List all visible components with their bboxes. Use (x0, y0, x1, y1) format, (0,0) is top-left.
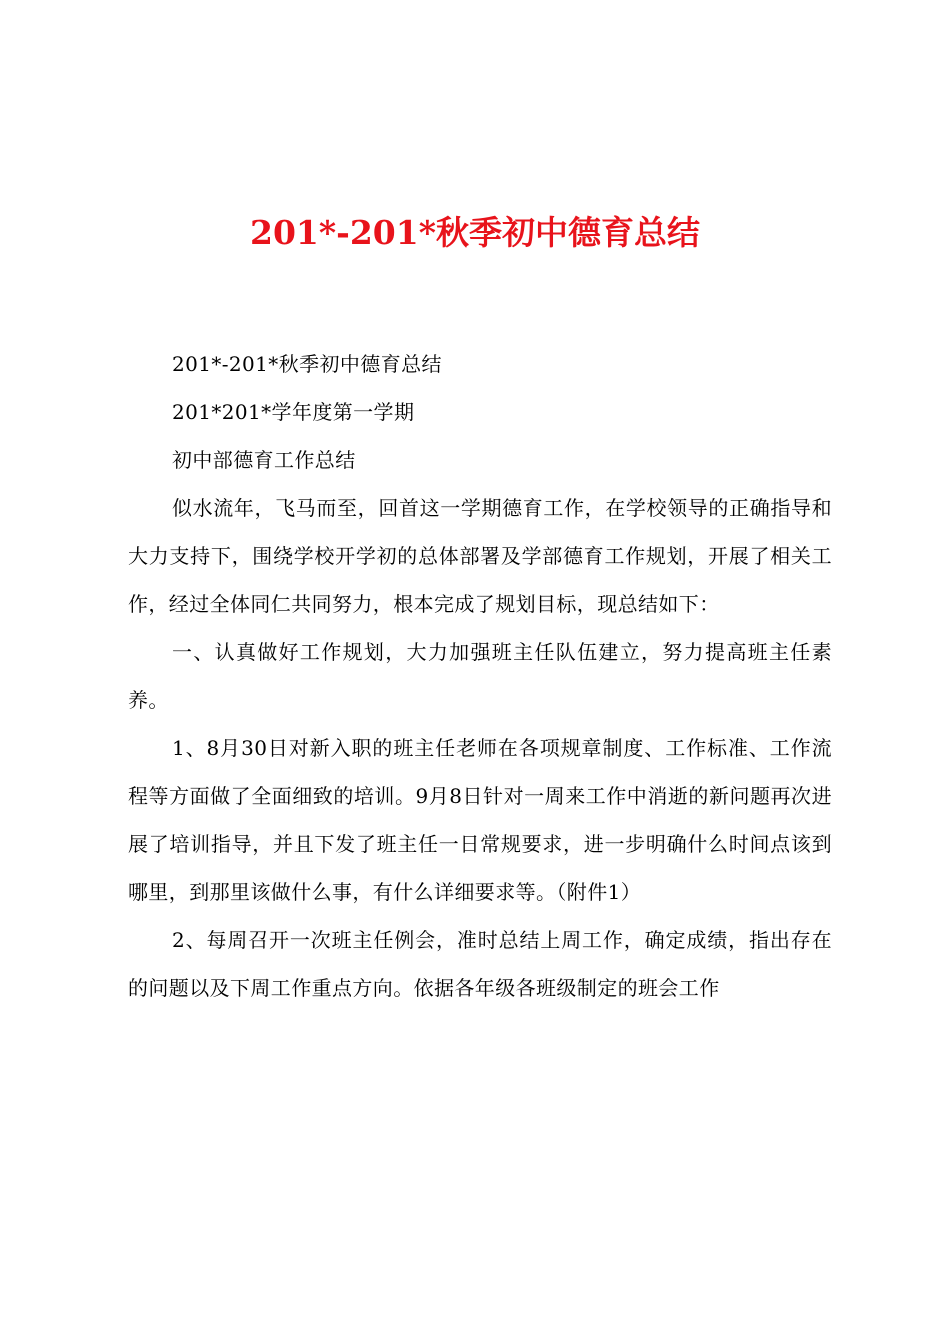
paragraph-section-1: 一、认真做好工作规划，大力加强班主任队伍建立，努力提高班主任素养。 (128, 640, 832, 712)
paragraph-item-1: 1、8月30日对新入职的班主任老师在各项规章制度、工作标准、工作流程等方面做了全面细致的培训。9月8日针对一周来工作中消逝的新问题再次进展了培训指导，并且下发了班主任一日常规要求，进一步明确什么时间点该到哪里，到那里该做什么事，有什么详细要求等。（附件1） (128, 736, 832, 904)
paragraph-term: 201*201*学年度第一学期 (172, 400, 415, 424)
paragraph-subtitle: 初中部德育工作总结 (172, 448, 356, 472)
paragraph-intro: 似水流年，飞马而至，回首这一学期德育工作，在学校领导的正确指导和大力支持下，围绕学校开学初的总体部署及学部德育工作规划，开展了相关工作，经过全体同仁共同努力，根本完成了规划目标，现总结如下： (128, 496, 832, 616)
paragraph-item-2: 2、每周召开一次班主任例会，准时总结上周工作，确定成绩，指出存在的问题以及下周工作重点方向。依据各年级各班级制定的班会工作 (128, 928, 832, 1000)
document-title: 201*-201*秋季初中德育总结 (250, 213, 700, 252)
document-body (128, 340, 832, 1012)
paragraph-heading: 201*-201*秋季初中德育总结 (172, 352, 442, 376)
